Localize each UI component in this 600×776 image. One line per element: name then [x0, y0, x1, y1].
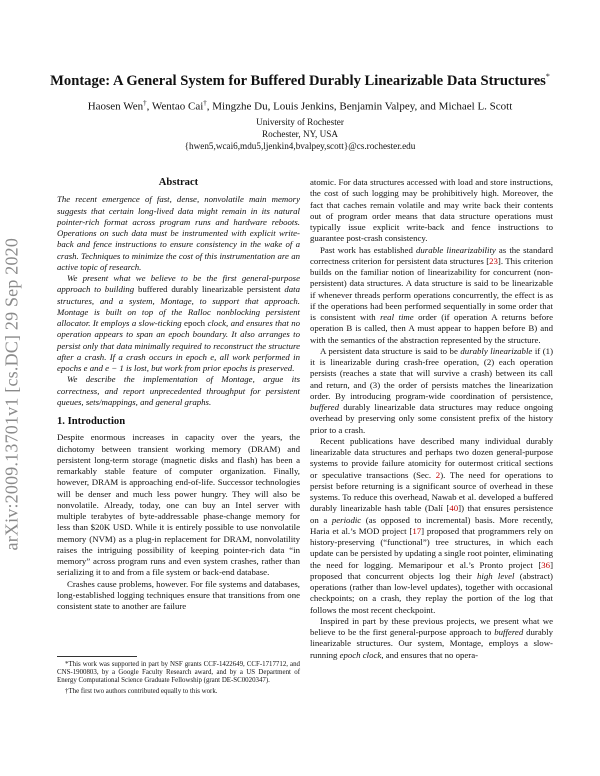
intro-paragraph-2: Crashes cause problems, however. For file systems and databases, long-established logging techniques ensure that transitions from one consistent state to another are failure — [57, 578, 300, 611]
footnotes — [57, 656, 300, 698]
abstract-paragraph-3: We describe the implementation of Montage, argue its correctness, and report unprecedented throughput for persistent queues, sets/mappings, and general graphs. — [57, 374, 300, 407]
body-text: Inspired in part by these previous projects, we present what we believe to be the first general-purpose approach to — [310, 615, 553, 637]
section-link[interactable]: 2 — [435, 469, 441, 480]
body-text: order (if operation A returns before operation B is called, then A must appear to happen before B) and with the semantics of the abstraction represented by the structure. — [310, 312, 553, 345]
abstract-text: We present what we believe to be the first general-purpose approach to building — [57, 273, 300, 295]
affiliation-block — [40, 116, 560, 152]
author-mark-2: † — [203, 99, 207, 107]
emphasis-text: epoch clock — [339, 649, 382, 660]
abstract-text: clock, and ensures that no operation appears to span an epoch boundary. It also arranges to persist only that data minimally required to reconstruct the structure after a crash. If a crash occurs in epoch e, all work performed in epochs e and e − 1 is lost, but work from prior epochs is preserved. — [57, 318, 301, 373]
author-second: , Wentao Cai — [146, 100, 204, 113]
body-text: durably linearizable structures. Our system, Montage, employs a slow-running — [310, 627, 553, 660]
footnote-rule — [57, 656, 137, 657]
arxiv-identifier: arXiv:2009.13701v1 [cs.DC] 29 Sep 2020 — [1, 237, 22, 551]
paper-title — [40, 68, 560, 90]
abstract-text: buffered — [137, 284, 168, 295]
body-text: Past work has established — [320, 244, 416, 255]
body-text: ] proposed that concurrent objects log their — [310, 559, 553, 581]
body-text: as the standard correctness criterion for persistent data structures [ — [310, 244, 553, 266]
abstract-text: data structures, and a system, Montage, to support that approach. Montage is built on top of the Ralloc nonblocking persistent allocator. It employs a slow-ticking — [57, 284, 300, 328]
emphasis-text: buffered — [310, 402, 339, 412]
intro-paragraph-1: Despite enormous increases in capacity over the years, the dichotomy between transient working memory (DRAM) and persistent long-term storage (magnetic disks and flash) has been a remarkably stable feature of computer organization. Finally, however, DRAM is approaching end-of-life. Successor technologies will be denser and much less power hungry. They will also be nonvolatile. Already, today, one can buy an Intel server with multiple terabytes of byte-addressable phase-change memory for less than $20K USD. While it is entirely possible to use nonvolatile memory (NVM) as a plug-in replacement for DRAM, nonvolatility raises the intriguing possibility of keeping pointer-rich data “in memory” across program runs and even system crashes, rather than serializing it to and from a file system or back-end database. — [57, 432, 300, 578]
body-text: , and ensures that no opera- — [381, 649, 479, 660]
right-paragraph-3 — [310, 346, 553, 436]
title-text: Montage: A General System for Buffered Durably Linearizable Data Structures — [50, 72, 546, 89]
author-others: , Mingzhe Du, Louis Jenkins, Benjamin Valpey, and Michael L. Scott — [206, 100, 513, 113]
abstract-section — [57, 177, 300, 408]
abstract-text: durably linearizable — [167, 284, 247, 295]
body-text: A persistent data structure is said to be — [320, 345, 461, 356]
abstract-heading: Abstract — [158, 177, 199, 188]
email: {hwen5,wcai6,mdu5,ljenkin4,bvalpey,scott}@cs.rochester.edu — [184, 141, 416, 151]
abstract-paragraph-1: The recent emergence of fast, dense, nonvolatile main memory suggests that certain long-lived data might remain in its natural pointer-rich format across program runs and hardware reboots. Operations on such data must be instrumented with explicit write-back and fence instructions to ensure consistency in the wake of a crash. Techniques to minimize the cost of this instrumentation are an active topic of research. — [57, 194, 300, 272]
right-paragraph-1: atomic. For data structures accessed with load and store instructions, the cost of such logging may be prohibitively high. Moreover, the fact that caches remain volatile and may write back their contents out of program order means that data structure operations must typically issue explicit write-back and fence instructions to guarantee post-crash consistency. — [310, 177, 553, 244]
footnote-1: *This work was supported in part by NSF grants CCF-1422649, CCF-1717712, and CNS-1900803, by a Google Faculty Research award, and by a US Department of Energy Computational Science Graduate Fellowship (grant DE-SC0020347). — [57, 661, 300, 685]
abstract-paragraph-2 — [57, 273, 300, 374]
author-first: Haosen Wen — [87, 100, 144, 113]
citation-link[interactable]: 23 — [489, 255, 498, 266]
right-column — [310, 177, 553, 661]
citation-link[interactable]: 36 — [541, 559, 551, 570]
right-paragraph-4 — [310, 436, 553, 616]
body-text: ]) that ensures persistence on a — [310, 503, 554, 525]
body-text: Recent publications have described many individual durably linearizable data structures and perhaps two dozen general-purpose systems to provide failure atomicity for outermost critical sections or speculative transactions (Sec. — [310, 435, 553, 480]
body-text: durably linearizable data structures may reduce ongoing overhead by preserving only some consistent prefix of the history prior to a crash. — [310, 402, 553, 435]
body-text: ]. This criterion builds on the familiar notion of linearizability for concurrent (non-persistent) data structures. A data structure is said to be linearizable if whenever threads perform operations concurrently, the effect is as if the operations had been performed sequentially in some order that is consistent with — [310, 255, 553, 322]
emphasis-text: periodic — [331, 514, 362, 525]
right-paragraph-5 — [310, 616, 553, 661]
emphasis-text: buffered — [494, 627, 524, 637]
body-text: ). The need for operations to persist before returning is a significant source of overhead in these systems. To reduce this overhead, Nawab et al. developed a buffered durably linearizable hash table (Dalí [ — [310, 469, 553, 514]
emphasis-text: durable linearizability — [415, 244, 496, 255]
left-column — [57, 177, 300, 612]
body-text: (as opposed to incremental) basis. More recently, Haria et al.’s MOD project [ — [310, 514, 553, 536]
location: Rochester, NY, USA — [261, 129, 339, 139]
emphasis-text: real time — [380, 312, 414, 322]
abstract-text: epoch — [184, 318, 206, 328]
title-footnote-mark: * — [545, 72, 550, 81]
right-paragraph-2 — [310, 245, 553, 346]
footnote-2: †The first two authors contributed equally to this work. — [65, 687, 218, 695]
body-text: (abstract) operations (rather than low-level updates), together with occasional checkpoints; on a crash, they replay the portion of the log that follows the most recent checkpoint. — [310, 570, 553, 615]
section-heading-introduction: 1. Introduction — [57, 416, 126, 427]
citation-link[interactable]: 40 — [449, 503, 459, 514]
citation-link[interactable]: 17 — [412, 525, 422, 536]
abstract-text: persistent — [246, 284, 281, 295]
body-text: if (1) it is linearizable during crash-free operation, (2) each operation persists (reaches a state that will survive a crash) between its call and return, and (3) the order of persists matches the linearization order. By introducing program-wide coordination of persistence, — [310, 345, 553, 401]
body-text: ] proposed that programmers rely on history-preserving (“functional”) tree structures, in which each update can be persisted by updating a single root pointer, eliminating the need for logging. Memaripour et al.’s Pronto project [ — [310, 525, 553, 570]
emphasis-text: durably linearizable — [460, 345, 533, 356]
author-mark-1: † — [143, 99, 147, 107]
emphasis-text: high level — [476, 570, 515, 581]
author-list — [40, 96, 560, 114]
affiliation: University of Rochester — [256, 117, 344, 127]
